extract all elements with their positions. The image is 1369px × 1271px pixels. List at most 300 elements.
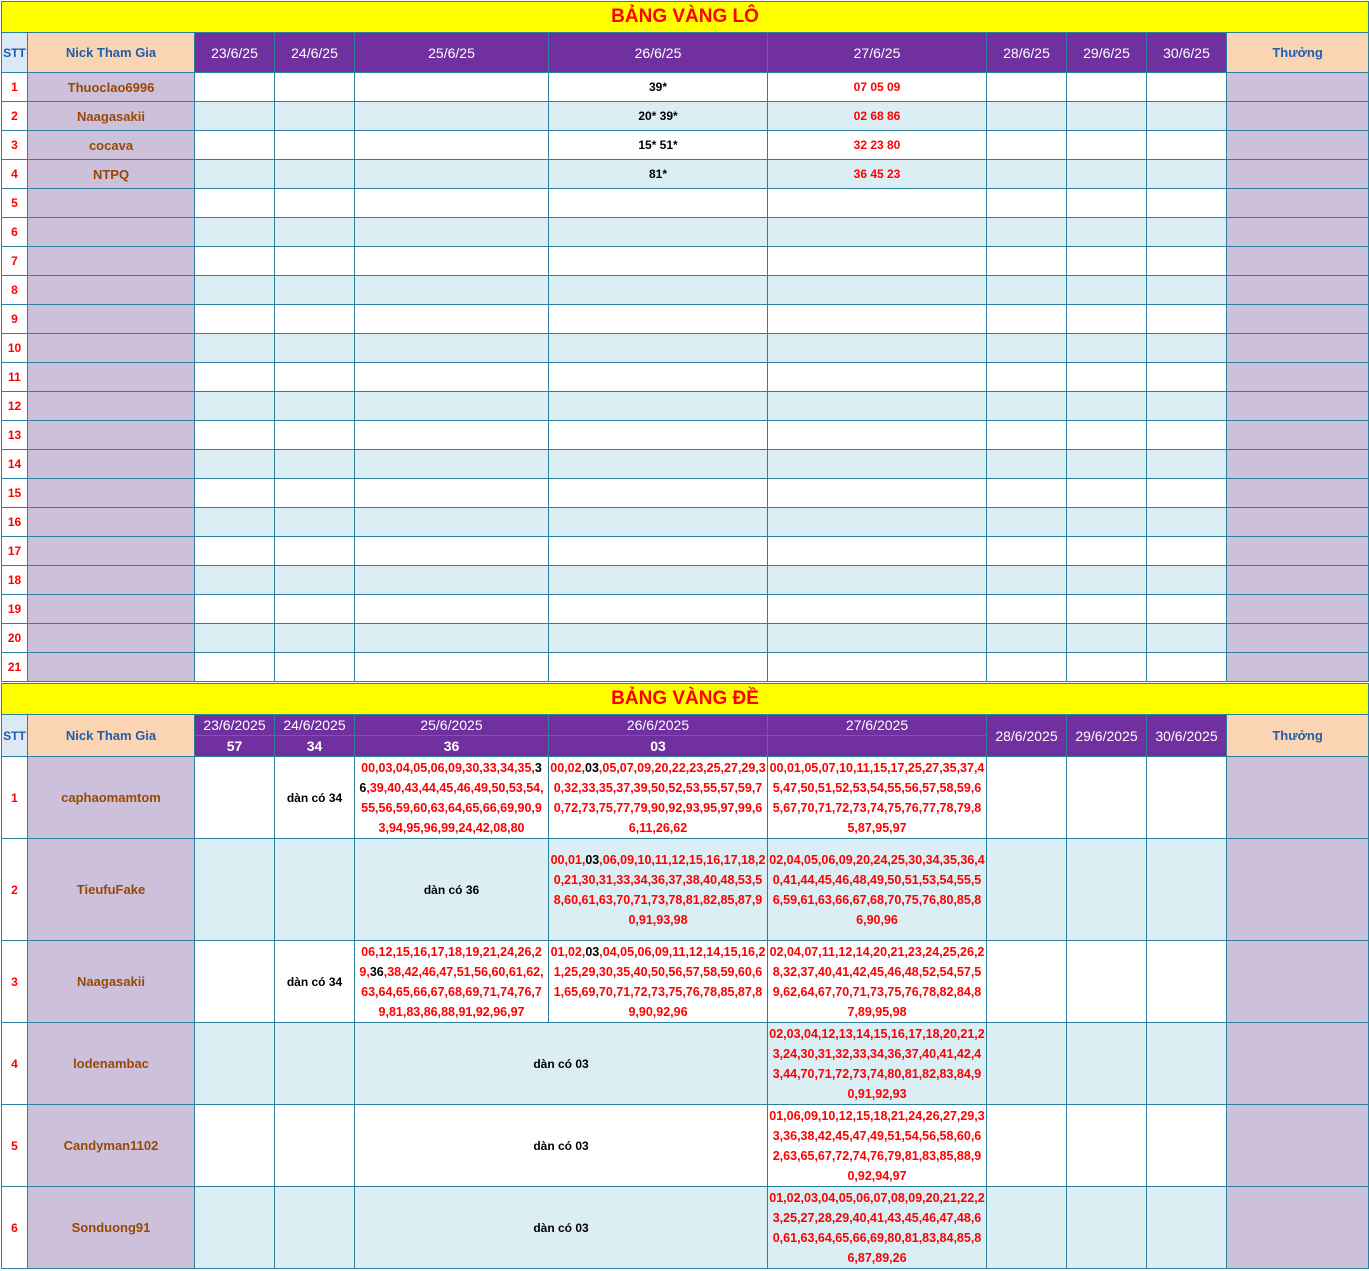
de-pick-cell — [1067, 757, 1147, 839]
reward-cell — [1227, 218, 1369, 247]
lo-date-header: 27/6/25 — [768, 33, 987, 73]
lo-table-row — [2, 131, 1369, 160]
lo-pick-cell — [195, 189, 275, 218]
lo-pick-cell — [987, 421, 1067, 450]
de-pick-cell — [1067, 1105, 1147, 1187]
lo-table-row — [2, 160, 1369, 189]
row-stt: 12 — [2, 392, 28, 421]
lo-table-row — [2, 305, 1369, 334]
de-pick-cell — [1067, 941, 1147, 1023]
participant-nick: caphaomamtom — [28, 757, 195, 839]
lo-pick-cell — [355, 102, 549, 131]
participant-nick — [28, 392, 195, 421]
lo-pick-cell — [195, 160, 275, 189]
reward-cell — [1227, 941, 1369, 1023]
lo-pick-cell — [355, 421, 549, 450]
lo-pick-cell — [195, 73, 275, 102]
participant-nick — [28, 363, 195, 392]
lo-pick-cell — [1067, 305, 1147, 334]
lo-pick-cell — [987, 450, 1067, 479]
lo-table-row — [2, 653, 1369, 682]
reward-cell — [1227, 247, 1369, 276]
lo-pick-cell — [1147, 363, 1227, 392]
lo-pick-cell — [1147, 218, 1227, 247]
lo-pick-cell — [768, 537, 987, 566]
lo-pick-cell — [987, 73, 1067, 102]
lo-table-row — [2, 595, 1369, 624]
participant-nick — [28, 276, 195, 305]
lo-table-row — [2, 566, 1369, 595]
lo-pick-cell — [987, 305, 1067, 334]
de-date-header: 30/6/2025 — [1147, 715, 1227, 757]
de-numbers-cell: 00,01,05,07,10,11,15,17,25,27,35,37,45,47,50,51,52,53,54,55,56,57,58,59,65,67,70,71,72,73,74,75,76,77,78,79,85,87,95,97 — [768, 757, 987, 839]
lo-pick-cell — [549, 276, 768, 305]
row-stt: 6 — [2, 218, 28, 247]
lo-pick-cell — [987, 392, 1067, 421]
de-pick-cell — [1147, 1187, 1227, 1269]
lo-pick-cell — [355, 334, 549, 363]
row-stt: 6 — [2, 1187, 28, 1269]
lo-pick-cell — [355, 624, 549, 653]
lo-pick-cell — [195, 566, 275, 595]
lo-pick-cell — [195, 363, 275, 392]
lo-pick-cell — [195, 131, 275, 160]
row-stt: 11 — [2, 363, 28, 392]
lo-pick-cell — [1067, 392, 1147, 421]
row-stt: 1 — [2, 73, 28, 102]
row-stt: 2 — [2, 102, 28, 131]
lo-pick-cell — [768, 624, 987, 653]
number-segment: ,05,07,09,20,22,23,25,27,29,30,32,33,35,37,39,50,52,53,55,57,59,70,72,73,75,77,79,90,92,93,95,97,99,66,11,26,62 — [553, 760, 766, 835]
lo-pick-cell — [195, 247, 275, 276]
lo-pick-cell — [275, 566, 355, 595]
lo-pick-cell — [987, 189, 1067, 218]
reward-cell — [1227, 653, 1369, 682]
winning-number: 03 — [585, 852, 600, 867]
de-pick-cell — [987, 1187, 1067, 1269]
lo-pick-cell — [549, 189, 768, 218]
participant-nick — [28, 450, 195, 479]
de-pick-cell — [195, 1105, 275, 1187]
de-date-header: 27/6/2025 — [768, 715, 987, 736]
lo-pick-cell — [275, 334, 355, 363]
reward-cell — [1227, 334, 1369, 363]
de-pick-cell — [987, 1023, 1067, 1105]
winning-number: 03 — [585, 760, 599, 775]
dan-note: dàn có 03 — [355, 1023, 768, 1105]
de-pick-cell — [275, 1023, 355, 1105]
lo-pick-cell — [355, 537, 549, 566]
row-stt: 13 — [2, 421, 28, 450]
lo-pick-cell — [1067, 160, 1147, 189]
row-stt: 7 — [2, 247, 28, 276]
participant-nick — [28, 247, 195, 276]
reward-cell — [1227, 363, 1369, 392]
lo-table-row — [2, 508, 1369, 537]
reward-cell — [1227, 595, 1369, 624]
lo-pick-cell — [1067, 73, 1147, 102]
de-header-row — [2, 715, 1369, 736]
lo-pick-cell — [275, 624, 355, 653]
lo-table-row — [2, 479, 1369, 508]
de-pick-cell — [195, 757, 275, 839]
lo-pick-cell — [987, 218, 1067, 247]
lo-pick-cell — [987, 131, 1067, 160]
number-segment: ,06,09,10,11,12,15,16,17,18,20,21,30,31,33,34,36,37,38,40,48,53,58,60,61,63,70,71,73,78,81,82,85,87,90,91,93,98 — [553, 852, 766, 927]
reward-cell — [1227, 479, 1369, 508]
de-pick-cell — [987, 757, 1067, 839]
de-numbers-cell — [355, 757, 549, 839]
number-segment: ,39,40,43,44,45,46,49,50,53,54,55,56,59,60,63,64,65,66,69,90,93,94,95,96,99,24,42,08,80 — [361, 780, 544, 835]
de-numbers-cell — [549, 839, 768, 941]
lo-pick-cell — [987, 595, 1067, 624]
de-date-header: 28/6/2025 — [987, 715, 1067, 757]
row-stt: 5 — [2, 189, 28, 218]
lo-pick-cell — [1147, 160, 1227, 189]
lo-pick-cell — [275, 218, 355, 247]
lo-pick-cell — [1067, 276, 1147, 305]
reward-cell — [1227, 102, 1369, 131]
lo-pick-cell — [1147, 305, 1227, 334]
lo-pick-cell — [1147, 131, 1227, 160]
lo-pick-cell — [768, 218, 987, 247]
lo-pick-cell — [275, 653, 355, 682]
lo-pick-cell — [1067, 421, 1147, 450]
lo-pick-cell — [987, 102, 1067, 131]
de-date-header: 26/6/2025 — [549, 715, 768, 736]
lo-pick-cell — [768, 276, 987, 305]
lo-table-row — [2, 624, 1369, 653]
de-table-row — [2, 1105, 1369, 1187]
participant-nick — [28, 508, 195, 537]
lo-pick-cell — [768, 421, 987, 450]
lo-pick-cell — [987, 276, 1067, 305]
participant-nick: Sonduong91 — [28, 1187, 195, 1269]
row-stt: 20 — [2, 624, 28, 653]
lo-pick-cell — [275, 305, 355, 334]
lo-pick-cell: 39* — [549, 73, 768, 102]
lo-pick-cell — [987, 566, 1067, 595]
lo-pick-cell — [1067, 508, 1147, 537]
dan-note: dàn có 03 — [355, 1105, 768, 1187]
lo-pick-cell — [355, 305, 549, 334]
participant-nick: cocava — [28, 131, 195, 160]
lo-pick-cell — [275, 131, 355, 160]
de-table-row — [2, 839, 1369, 941]
lo-date-header: 26/6/25 — [549, 33, 768, 73]
reward-cell — [1227, 839, 1369, 941]
lo-pick-cell — [987, 653, 1067, 682]
lo-pick-cell — [195, 218, 275, 247]
lo-pick-cell — [987, 160, 1067, 189]
lo-pick-cell — [275, 276, 355, 305]
de-numbers-cell: 02,04,07,11,12,14,20,21,23,24,25,26,28,32,37,40,41,42,45,46,48,52,54,57,59,62,64,67,70,71,73,75,76,78,82,84,87,89,95,98 — [768, 941, 987, 1023]
de-pick-cell — [1147, 941, 1227, 1023]
lo-table — [1, 1, 1369, 682]
de-result-value: 03 — [549, 736, 768, 757]
row-stt: 8 — [2, 276, 28, 305]
lo-pick-cell — [355, 508, 549, 537]
lo-pick-cell — [1067, 218, 1147, 247]
dan-note: dàn có 34 — [275, 941, 355, 1023]
participant-nick: TieufuFake — [28, 839, 195, 941]
lo-pick-cell — [195, 479, 275, 508]
number-segment: 00,02, — [550, 760, 586, 775]
de-pick-cell — [1147, 757, 1227, 839]
lo-pick-cell — [549, 218, 768, 247]
lo-pick-cell — [1067, 450, 1147, 479]
lo-pick-cell — [768, 479, 987, 508]
lo-pick-cell — [768, 566, 987, 595]
lo-pick-cell — [355, 189, 549, 218]
de-pick-cell — [275, 1105, 355, 1187]
reward-cell — [1227, 450, 1369, 479]
reward-cell — [1227, 566, 1369, 595]
de-numbers-cell: 02,03,04,12,13,14,15,16,17,18,20,21,23,24,30,31,32,33,34,36,37,40,41,42,43,44,70,71,72,73,74,80,81,82,83,84,90,91,92,93 — [768, 1023, 987, 1105]
lo-pick-cell — [1067, 566, 1147, 595]
winning-number: 03 — [585, 944, 600, 959]
row-stt: 5 — [2, 1105, 28, 1187]
lo-thuong-header: Thưởng — [1227, 33, 1369, 73]
row-stt: 4 — [2, 160, 28, 189]
lo-pick-cell — [195, 334, 275, 363]
row-stt: 16 — [2, 508, 28, 537]
winning-number: 36 — [369, 964, 384, 979]
participant-nick — [28, 479, 195, 508]
reward-cell — [1227, 421, 1369, 450]
lo-table-row — [2, 334, 1369, 363]
lo-pick-cell — [768, 508, 987, 537]
lo-pick-cell — [549, 363, 768, 392]
lo-pick-cell — [275, 595, 355, 624]
de-pick-cell — [195, 1023, 275, 1105]
number-segment: ,04,05,06,09,11,12,14,15,16,21,25,29,30,35,40,50,56,57,58,59,60,61,65,69,70,71,72,73,75,76,78,85,87,89,90,92,96 — [553, 944, 766, 1019]
lo-pick-cell — [355, 73, 549, 102]
lo-pick-cell — [1067, 363, 1147, 392]
lo-pick-cell — [768, 392, 987, 421]
reward-cell — [1227, 508, 1369, 537]
row-stt: 18 — [2, 566, 28, 595]
de-pick-cell — [1147, 839, 1227, 941]
lo-date-header: 25/6/25 — [355, 33, 549, 73]
reward-cell — [1227, 392, 1369, 421]
number-segment: 00,03,04,05,06,09,30,33,34,35, — [361, 760, 535, 775]
reward-cell — [1227, 537, 1369, 566]
lo-pick-cell — [1067, 102, 1147, 131]
de-date-header: 29/6/2025 — [1067, 715, 1147, 757]
de-table-row — [2, 757, 1369, 839]
lo-pick-cell — [275, 450, 355, 479]
lo-pick-cell — [549, 566, 768, 595]
row-stt: 3 — [2, 941, 28, 1023]
row-stt: 10 — [2, 334, 28, 363]
participant-nick — [28, 218, 195, 247]
lo-pick-cell — [987, 537, 1067, 566]
reward-cell — [1227, 1105, 1369, 1187]
participant-nick: lodenambac — [28, 1023, 195, 1105]
lo-pick-cell — [275, 421, 355, 450]
winning-number: 36 — [359, 760, 542, 795]
lo-pick-cell — [1147, 450, 1227, 479]
lo-pick-cell — [1147, 73, 1227, 102]
number-segment: 00,01, — [550, 852, 586, 867]
lo-pick-cell — [768, 334, 987, 363]
lo-pick-cell — [275, 160, 355, 189]
participant-nick — [28, 421, 195, 450]
lo-pick-cell — [549, 305, 768, 334]
lo-pick-cell — [1147, 595, 1227, 624]
de-pick-cell — [987, 941, 1067, 1023]
lo-pick-cell — [195, 102, 275, 131]
lo-table-row — [2, 102, 1369, 131]
lo-pick-cell — [1067, 537, 1147, 566]
lo-pick-cell — [549, 624, 768, 653]
lo-pick-cell — [355, 566, 549, 595]
lo-pick-cell — [1147, 189, 1227, 218]
de-pick-cell — [195, 839, 275, 941]
lo-date-header: 24/6/25 — [275, 33, 355, 73]
lo-pick-cell — [549, 479, 768, 508]
de-numbers-cell — [549, 757, 768, 839]
lo-pick-cell — [1067, 131, 1147, 160]
lo-pick-cell — [549, 450, 768, 479]
lo-pick-cell — [355, 392, 549, 421]
lo-pick-cell — [1147, 392, 1227, 421]
lo-pick-cell: 07 05 09 — [768, 73, 987, 102]
lo-table-row — [2, 189, 1369, 218]
lo-pick-cell — [768, 595, 987, 624]
lo-pick-cell — [355, 218, 549, 247]
de-pick-cell — [195, 1187, 275, 1269]
de-stt-header: STT — [2, 715, 28, 757]
reward-cell — [1227, 1187, 1369, 1269]
lo-table-row — [2, 537, 1369, 566]
reward-cell — [1227, 160, 1369, 189]
lo-pick-cell — [275, 392, 355, 421]
lo-pick-cell — [1147, 508, 1227, 537]
lo-table-row — [2, 421, 1369, 450]
lo-pick-cell — [275, 102, 355, 131]
lo-pick-cell — [549, 392, 768, 421]
lo-pick-cell — [1067, 624, 1147, 653]
participant-nick — [28, 653, 195, 682]
row-stt: 19 — [2, 595, 28, 624]
row-stt: 2 — [2, 839, 28, 941]
de-date-header: 23/6/2025 — [195, 715, 275, 736]
number-segment: 06,12,15,16,17,18,19,21,24,26,29, — [359, 944, 542, 979]
participant-nick: Thuoclao6996 — [28, 73, 195, 102]
lo-pick-cell — [195, 392, 275, 421]
row-stt: 15 — [2, 479, 28, 508]
de-pick-cell — [1147, 1105, 1227, 1187]
lo-table-row — [2, 276, 1369, 305]
de-table-row — [2, 941, 1369, 1023]
lo-pick-cell — [549, 334, 768, 363]
lo-pick-cell — [549, 595, 768, 624]
lo-date-header: 23/6/25 — [195, 33, 275, 73]
de-pick-cell — [275, 1187, 355, 1269]
lo-table-row — [2, 363, 1369, 392]
lo-pick-cell — [355, 653, 549, 682]
de-numbers-cell — [355, 941, 549, 1023]
row-stt: 3 — [2, 131, 28, 160]
lo-pick-cell — [355, 247, 549, 276]
lo-pick-cell: 32 23 80 — [768, 131, 987, 160]
de-numbers-cell: 01,06,09,10,12,15,18,21,24,26,27,29,33,36,38,42,45,47,49,51,54,56,58,60,62,63,65,67,72,74,76,79,81,83,85,88,90,92,94,97 — [768, 1105, 987, 1187]
lo-pick-cell — [1147, 537, 1227, 566]
lo-pick-cell — [549, 247, 768, 276]
de-result-value: 36 — [355, 736, 549, 757]
lo-pick-cell — [549, 537, 768, 566]
lo-date-header: 30/6/25 — [1147, 33, 1227, 73]
dan-note: dàn có 34 — [275, 757, 355, 839]
lo-header-row — [2, 33, 1369, 73]
de-title: BẢNG VÀNG ĐỀ — [2, 684, 1369, 715]
lo-pick-cell — [768, 653, 987, 682]
participant-nick: Naagasakii — [28, 941, 195, 1023]
participant-nick — [28, 189, 195, 218]
number-segment: 01,02, — [550, 944, 586, 959]
reward-cell — [1227, 1023, 1369, 1105]
de-pick-cell — [1067, 839, 1147, 941]
lo-pick-cell — [275, 189, 355, 218]
lo-date-header: 28/6/25 — [987, 33, 1067, 73]
lo-table-row — [2, 218, 1369, 247]
lo-pick-cell — [275, 508, 355, 537]
row-stt: 21 — [2, 653, 28, 682]
lo-pick-cell — [987, 334, 1067, 363]
lo-pick-cell — [549, 421, 768, 450]
lo-pick-cell — [1147, 421, 1227, 450]
lo-pick-cell — [195, 276, 275, 305]
lo-pick-cell — [768, 305, 987, 334]
lo-pick-cell — [987, 508, 1067, 537]
lo-pick-cell — [355, 479, 549, 508]
lo-pick-cell — [195, 421, 275, 450]
lo-pick-cell — [275, 363, 355, 392]
de-pick-cell — [1067, 1023, 1147, 1105]
participant-nick — [28, 566, 195, 595]
lo-pick-cell — [768, 363, 987, 392]
lo-pick-cell — [768, 189, 987, 218]
reward-cell — [1227, 757, 1369, 839]
de-numbers-cell: 01,02,03,04,05,06,07,08,09,20,21,22,23,25,27,28,29,40,41,43,45,46,47,48,60,61,63,64,65,66,69,80,81,83,84,85,86,87,89,26 — [768, 1187, 987, 1269]
de-numbers-cell: 02,04,05,06,09,20,24,25,30,34,35,36,40,41,44,45,46,48,49,50,51,53,54,55,56,59,61,63,66,67,68,70,75,76,80,85,86,90,96 — [768, 839, 987, 941]
row-stt: 9 — [2, 305, 28, 334]
lo-pick-cell — [355, 363, 549, 392]
participant-nick — [28, 624, 195, 653]
lo-pick-cell — [987, 479, 1067, 508]
de-result-value: 57 — [195, 736, 275, 757]
lo-pick-cell — [1147, 653, 1227, 682]
de-pick-cell — [987, 839, 1067, 941]
de-result-value: 34 — [275, 736, 355, 757]
lo-title: BẢNG VÀNG LÔ — [2, 2, 1369, 33]
lo-pick-cell — [355, 276, 549, 305]
lo-table-row — [2, 247, 1369, 276]
lo-pick-cell — [275, 73, 355, 102]
reward-cell — [1227, 189, 1369, 218]
lo-pick-cell — [195, 450, 275, 479]
participant-nick: Candyman1102 — [28, 1105, 195, 1187]
lo-pick-cell: 15* 51* — [549, 131, 768, 160]
number-segment: ,38,42,46,47,51,56,60,61,62,63,64,65,66,67,68,69,71,74,76,79,81,83,86,88,91,92,96,97 — [361, 964, 544, 1019]
reward-cell — [1227, 305, 1369, 334]
lo-pick-cell — [195, 537, 275, 566]
lo-pick-cell — [768, 247, 987, 276]
lo-pick-cell — [1067, 479, 1147, 508]
lo-pick-cell — [1067, 189, 1147, 218]
